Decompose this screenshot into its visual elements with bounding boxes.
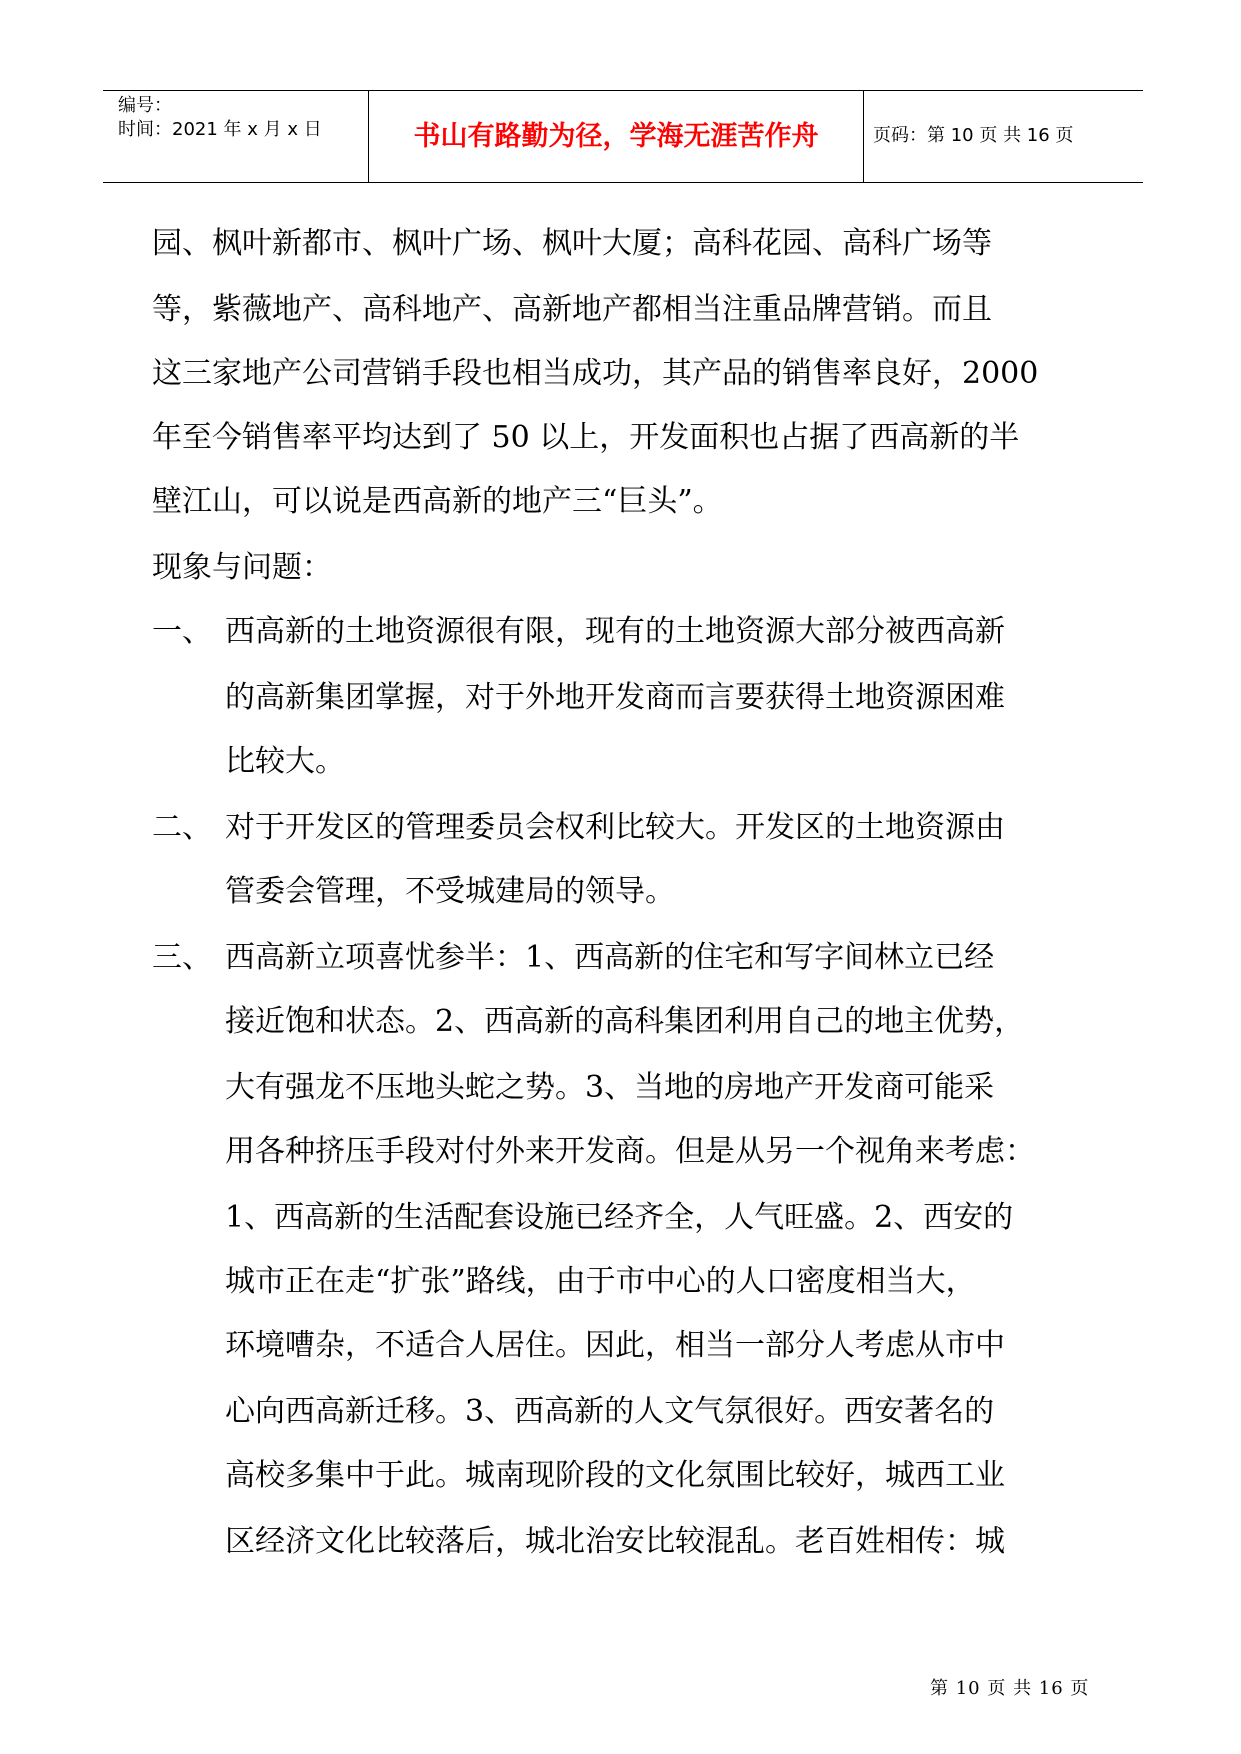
list-item-line: 西高新的土地资源很有限，现有的土地资源大部分被西高新 bbox=[225, 614, 1005, 649]
header-motto-cell bbox=[368, 91, 864, 182]
list-item-number: 一、 bbox=[152, 614, 212, 649]
list-item-line: 西高新立项喜忧参半：1、西高新的住宅和写字间林立已经 bbox=[225, 940, 995, 975]
paragraph-line: 壁江山，可以说是西高新的地产三“巨头”。 bbox=[152, 484, 723, 519]
paragraph-line: 年至今销售率平均达到了 50 以上，开发面积也占据了西高新的半 bbox=[152, 420, 1020, 455]
list-item-line: 比较大。 bbox=[225, 744, 345, 779]
page-footer: 第 10 页 共 16 页 bbox=[930, 1678, 1090, 1699]
list-item-line: 环境嘈杂，不适合人居住。因此，相当一部分人考虑从市中 bbox=[225, 1328, 1005, 1363]
paragraph-line: 这三家地产公司营销手段也相当成功，其产品的销售率良好，2000 bbox=[152, 356, 1039, 391]
list-item-line: 心向西高新迁移。3、西高新的人文气氛很好。西安著名的 bbox=[225, 1394, 995, 1429]
page-header bbox=[103, 90, 1143, 183]
paragraph-line: 园、枫叶新都市、枫叶广场、枫叶大厦；高科花园、高科广场等 bbox=[152, 226, 992, 261]
header-page-info: 页码：第 10 页 共 16 页 bbox=[873, 125, 1074, 146]
document-number-label: 编号： bbox=[118, 95, 172, 116]
list-item-line: 对于开发区的管理委员会权利比较大。开发区的土地资源由 bbox=[225, 810, 1005, 845]
document-time-label: 时间：2021 年 x 月 x 日 bbox=[118, 119, 322, 140]
list-item-line: 接近饱和状态。2、西高新的高科集团利用自己的地主优势， bbox=[225, 1004, 1025, 1039]
section-title: 现象与问题： bbox=[152, 550, 332, 585]
header-meta-cell bbox=[103, 91, 368, 182]
list-item-line: 城市正在走“扩张”路线，由于市中心的人口密度相当大， bbox=[225, 1264, 976, 1299]
list-item-line: 管委会管理，不受城建局的领导。 bbox=[225, 874, 675, 909]
list-item-number: 二、 bbox=[152, 810, 212, 845]
list-item-line: 区经济文化比较落后，城北治安比较混乱。老百姓相传：城 bbox=[225, 1524, 1005, 1559]
header-page-cell bbox=[863, 91, 1143, 182]
header-motto: 书山有路勤为径，学海无涯苦作舟 bbox=[413, 121, 819, 152]
list-item-line: 高校多集中于此。城南现阶段的文化氛围比较好，城西工业 bbox=[225, 1458, 1005, 1493]
paragraph-line: 等，紫薇地产、高科地产、高新地产都相当注重品牌营销。而且 bbox=[152, 292, 992, 327]
list-item-line: 的高新集团掌握，对于外地开发商而言要获得土地资源困难 bbox=[225, 680, 1005, 715]
list-item-line: 大有强龙不压地头蛇之势。3、当地的房地产开发商可能采 bbox=[225, 1070, 995, 1105]
list-item-line: 1、西高新的生活配套设施已经齐全，人气旺盛。2、西安的 bbox=[225, 1200, 1014, 1235]
list-item-number: 三、 bbox=[152, 940, 212, 975]
list-item-line: 用各种挤压手段对付外来开发商。但是从另一个视角来考虑： bbox=[225, 1134, 1035, 1169]
